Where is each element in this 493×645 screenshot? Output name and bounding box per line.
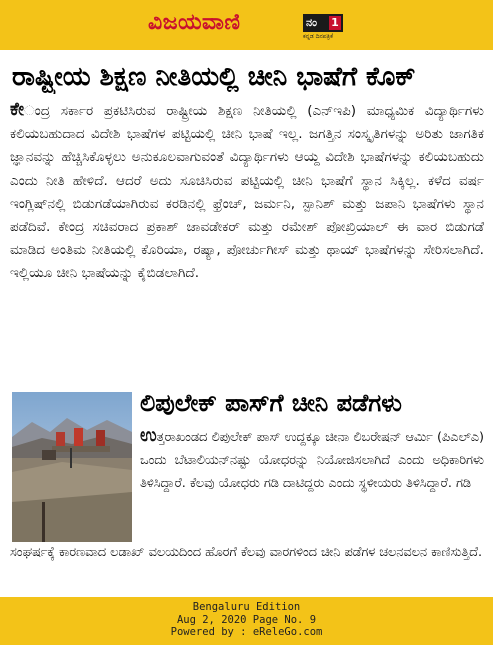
story2-headline: ಲಿಪುಲೇಕ್ ಪಾಸ್‌ಗೆ ಚೀನಿ ಪಡೆಗಳು (140, 389, 402, 417)
lipulekh-pass-photo (12, 392, 132, 542)
story2-body (140, 424, 484, 496)
landscape-image (12, 392, 132, 542)
story1-dropcap: ಕೇ (10, 99, 25, 120)
story1-headline: ರಾಷ್ಟ್ರೀಯ ಶಿಕ್ಷಣ ನೀತಿಯಲ್ಲಿ ಚೀನಿ ಭಾಷೆಗೆ ಕೊಕ್ (12, 62, 416, 92)
badge-text: ನಂ (306, 16, 317, 29)
masthead (0, 0, 493, 50)
footer-date-page: Aug 2, 2020 Page No. 9 (176, 613, 317, 626)
number-one-badge (303, 14, 343, 32)
story1-text: ಂದ್ರ ಸರ್ಕಾರ ಪ್ರಕಟಿಸಿರುವ ರಾಷ್ಟ್ರೀಯ ಶಿಕ್ಷಣ ನೀತಿಯಲ್ಲಿ (ಎನ್‌ಇಪಿ) ಮಾಧ್ಯಮಿಕ ವಿದ್ಯಾರ್ಥಿಗಳು ಕಲಿಯಬಹುದಾದ ವಿದೇಶಿ ಭಾಷೆಗಳ ಪಟ್ಟಿಯಲ್ಲಿ ಚೀನಿ ಭಾಷೆ ಇಲ್ಲ. ಜಗತ್ತಿನ ಸಂಸ್ಕೃತಿಗಳನ್ನು ಅರಿತು ಜಾಗತಿಕ ಜ್ಞಾನವನ್ನು ಹೆಚ್ಚಿಸಿಕೊಳ್ಳಲು ಅನುಕೂಲವಾಗುವಂತೆ ವಿದ್ಯಾರ್ಥಿಗಳು ಆಯ್ದ ವಿದೇಶಿ ಭಾಷೆಗಳನ್ನು ಕಲಿಯಬಹುದು ಎಂದು ನೀತಿ ಹೇಳಿದೆ. ಆದರೆ ಅದು ಸೂಚಿಸಿರುವ ಪಟ್ಟಿಯಲ್ಲಿ ಚೀನಿ ಭಾಷೆಗೆ ಸ್ಥಾನ ಸಿಕ್ಕಿಲ್ಲ. ಕಳೆದ ವರ್ಷ ಇಂಗ್ಲಿಷ್‌ನಲ್ಲಿ ಬಿಡುಗಡೆಯಾಗಿರುವ ಕರಡಿನಲ್ಲಿ ಫ್ರೆಂಚ್, ಜರ್ಮನಿ, ಸ್ಪಾನಿಶ್ ಮತ್ತು ಜಪಾನಿ ಭಾಷೆಗಳು ಸ್ಥಾನ ಪಡೆದಿವೆ. ಕೇಂದ್ರ ಸಚಿವರಾದ ಪ್ರಕಾಶ್ ಜಾವಡೇಕರ್ ಮತ್ತು ರಮೇಶ್ ಪೋಖ್ರಿಯಾಲ್ ಈ ವಾರ ಬಿಡುಗಡೆ ಮಾಡಿದ ಅಂತಿಮ ನೀತಿಯಲ್ಲಿ ಕೊರಿಯಾ, ರಷ್ಯಾ, ಪೋರ್ಚುಗೀಸ್ ಮತ್ತು ಥಾಯ್ ಭಾಷೆಗಳನ್ನು ಸೇರಿಸಲಾಗಿದೆ. ಇಲ್ಲಿಯೂ ಚೀನಿ ಭಾಷೆಯನ್ನು ಕೈಬಿಡಲಾಗಿದೆ. (10, 103, 484, 282)
story2-text: ತ್ತರಾಖಂಡದ ಲಿಪುಲೇಕ್ ಪಾಸ್ ಉದ್ದಕ್ಕೂ ಚೀನಾ ಲಿಬರೇಷನ್ ಆರ್ಮಿ (ಪಿಎಲ್‌ಎ) ಒಂದು ಬೆಟಾಲಿಯನ್‌ನಷ್ಟು ಯೋಧರನ್ನು ನಿಯೋಜಿಸಲಾಗಿದೆ ಎಂದು ಅಧಿಕಾರಿಗಳು ತಿಳಿಸಿದ್ದಾರೆ. ಕೆಲವು ಯೋಧರು ಗಡಿ ದಾಟಿದ್ದರು ಎಂದು ಸ್ಥಳೀಯರು ತಿಳಿಸಿದ್ದಾರೆ. ಗಡಿ (140, 430, 484, 492)
story2-dropcap: ಉ (140, 425, 157, 446)
newspaper-logo: ವಿಜಯವಾಣಿ (148, 10, 241, 35)
badge-number: 1 (329, 16, 341, 30)
badge-subtitle: ಕನ್ನಡ ದಿನಪತ್ರಿಕೆ (303, 33, 334, 40)
footer (0, 597, 493, 645)
story1-body (10, 98, 484, 286)
footer-powered-by: Powered by : eReleGo.com (170, 626, 323, 638)
footer-edition: Bengaluru Edition (192, 601, 301, 613)
story2-body-continued: ಸಂಘರ್ಷಕ್ಕೆ ಕಾರಣವಾದ ಲಡಾಖ್ ವಲಯದಿಂದ ಹೊರಗೆ ಕೆಲವು ವಾರಗಳಿಂದ ಚೀನಿ ಪಡೆಗಳ ಚಲನವಲನ ಕಾಣಿಸುತ್ತಿದೆ. (10, 545, 483, 560)
